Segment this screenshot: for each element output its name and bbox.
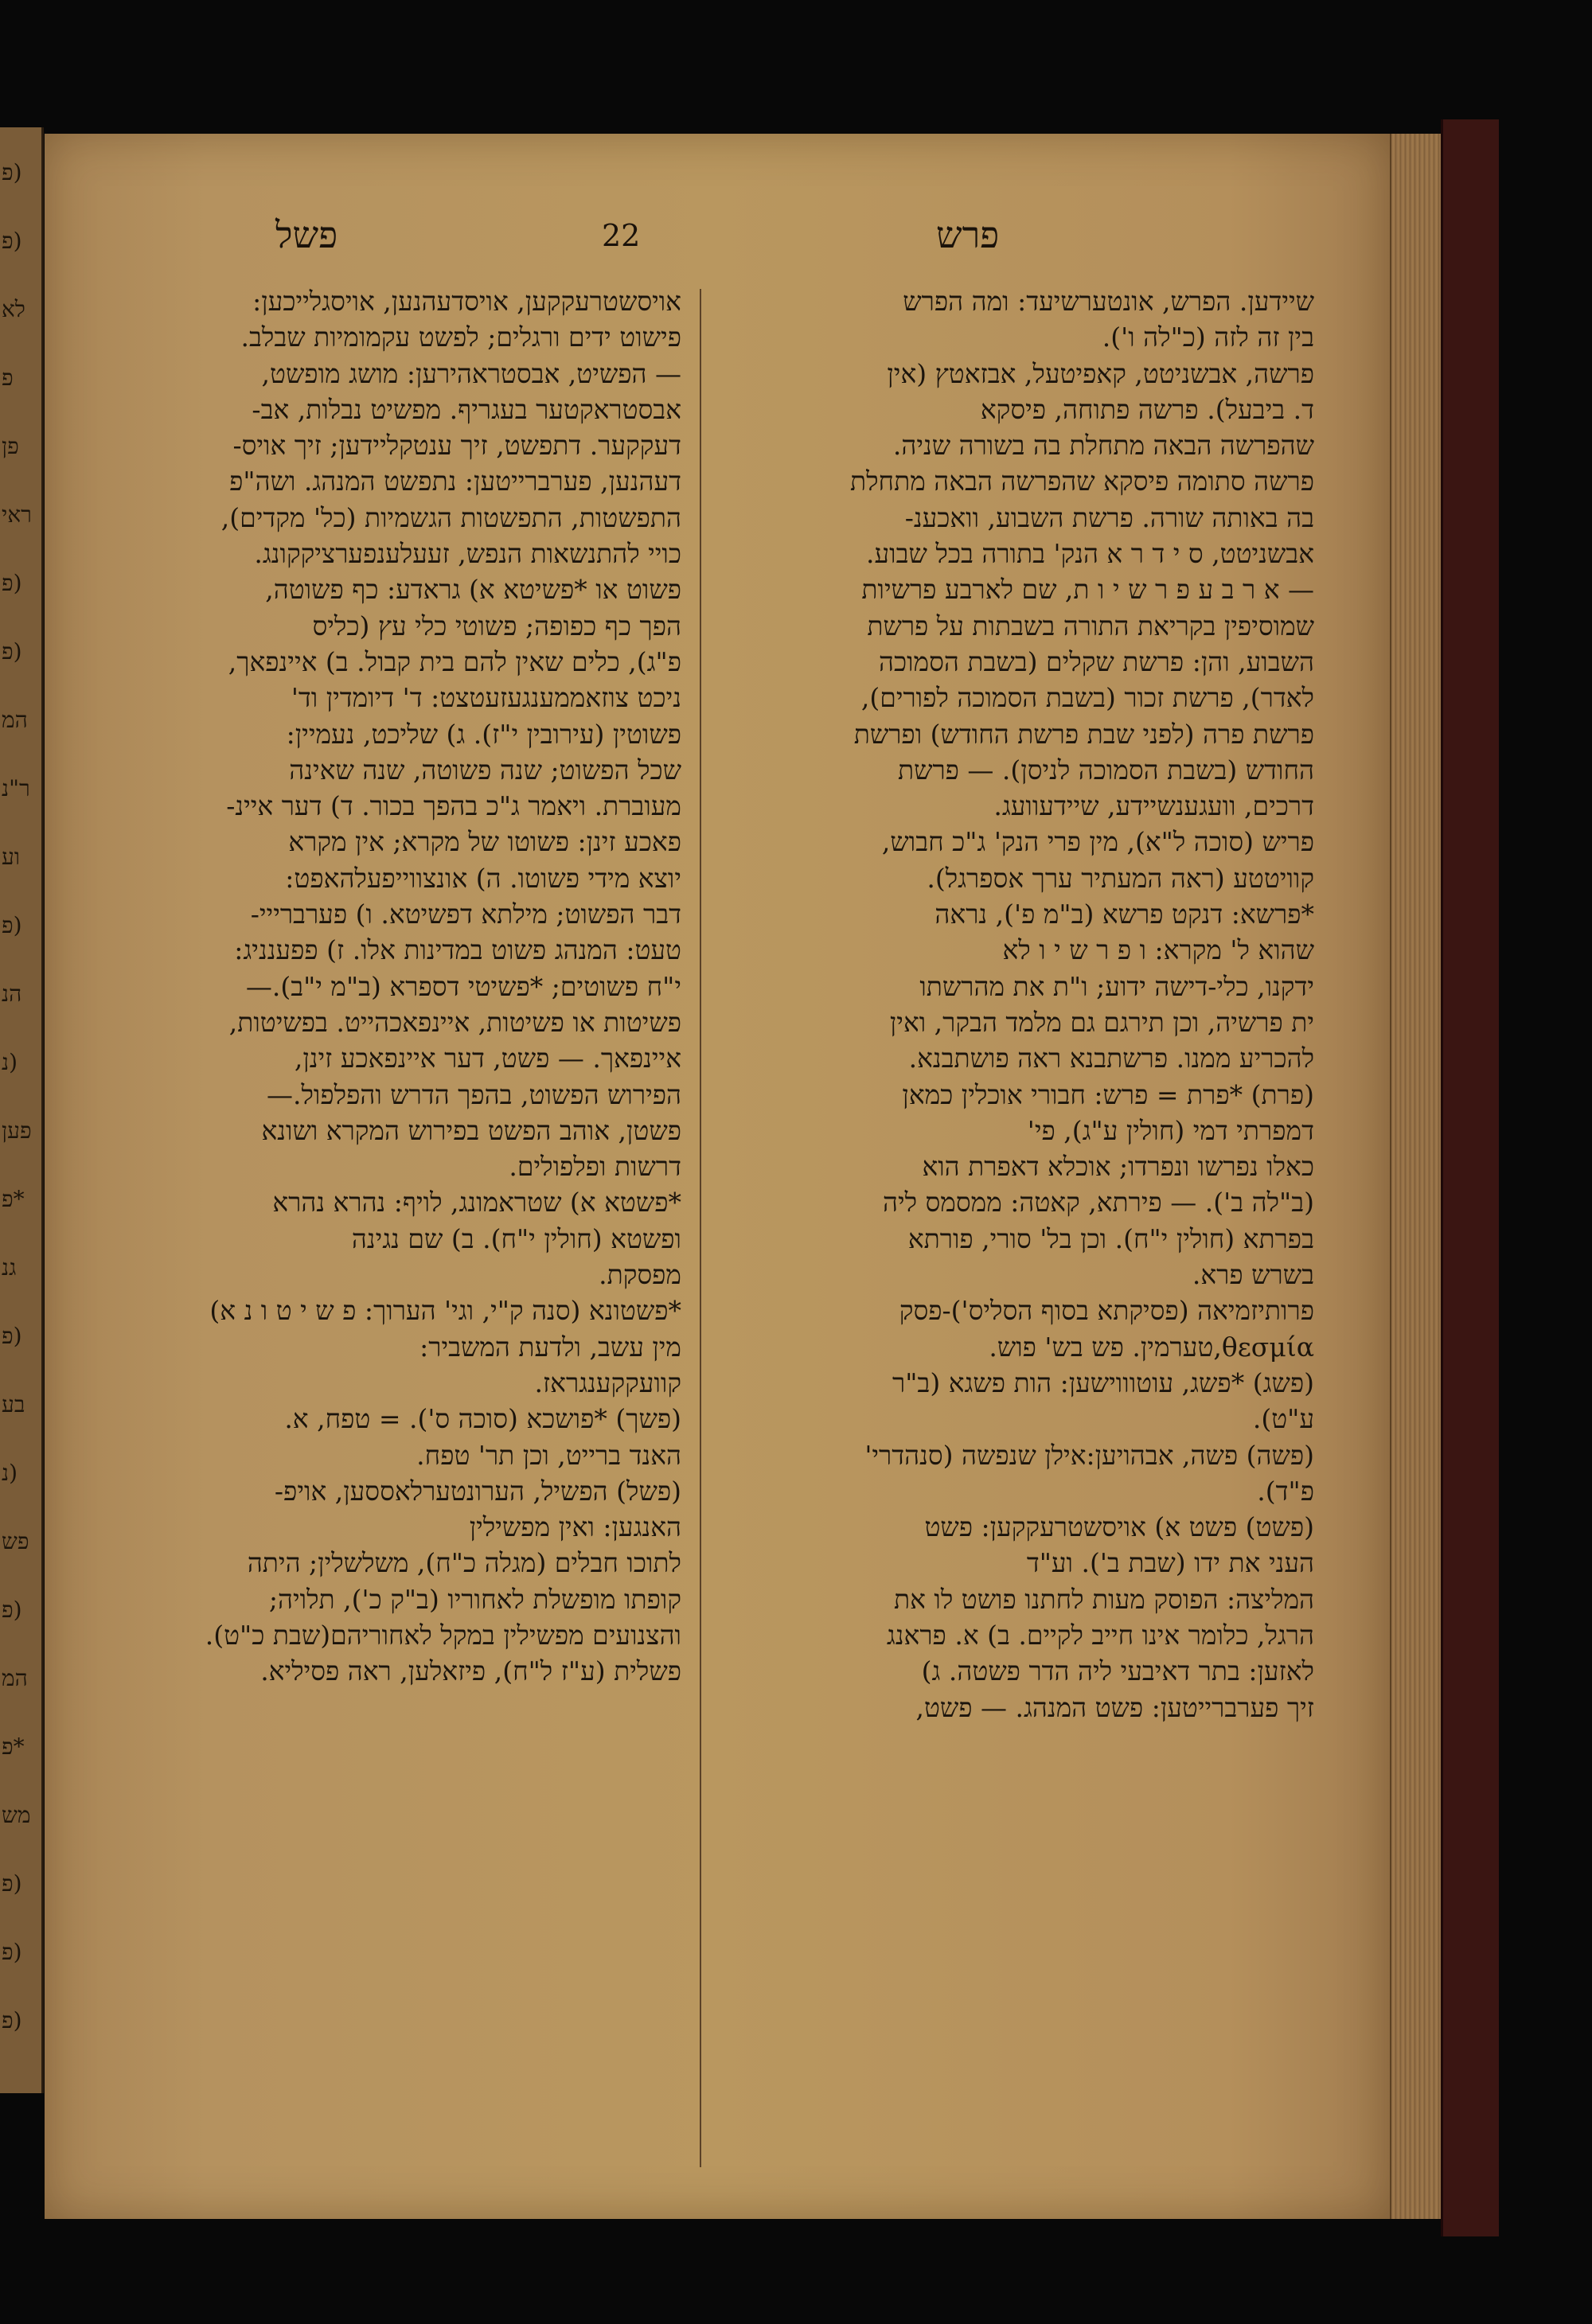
text-line: לאזען: בתר דאיבעי ליה הדר פשטה. ג): [921, 1655, 1314, 1687]
text-line: שמוסיפין בקריאת התורה בשבתות על פרשת: [867, 610, 1314, 641]
text-line: פרשת פרה (לפני שבת פרשת החודש) ופרשת: [853, 718, 1314, 750]
text-line: בין זה לזה (כ"לה ו').: [1102, 322, 1314, 353]
text-line: θεσμία,טערמין. פש בש' פוש.: [989, 1331, 1314, 1363]
text-line: קופתו מופשלת לאחוריו (ב"ק כ'), תלויה;: [268, 1583, 681, 1615]
text-line: פ"ד).: [1257, 1475, 1314, 1507]
strip-fragment: המ: [2, 707, 28, 733]
text-line: שכל הפשוט; שנה פשוטה, שנה שאינה: [289, 754, 681, 786]
text-line: פשוט או *פשיטא א) גראדע: כף פשוטה,: [265, 574, 681, 606]
text-line: (ב"לה ב'). — פירתא, קאטה: ממסמס ליה: [882, 1187, 1314, 1219]
text-line: כויי להתנשאות הנפש, זעעלענפערציקקונג.: [254, 538, 681, 570]
strip-fragment: ראי: [2, 501, 32, 528]
text-line: ופשטא (חולין י"ח). ב) שם נגינה: [351, 1222, 681, 1254]
column-divider: [700, 289, 701, 2167]
text-line: מעוברת. ויאמר ג"כ בהפך בכור. ד) דער איינ-: [226, 790, 681, 822]
text-line: שהפרשה הבאה מתחלת בה בשורה שניה.: [892, 430, 1314, 462]
text-line: מין עשב, ולדעת המשביר:: [419, 1331, 681, 1363]
text-line: בה באותה שורה. פרשת השבוע, וואכענ-: [904, 501, 1314, 533]
text-line: (פרת) *פרת = פרש: חבורי אוכלין כמאן: [902, 1078, 1314, 1110]
text-line: קוויטטע (ראה המעתיר ערך אספרגל).: [927, 862, 1314, 894]
strip-fragment: (פ: [2, 1323, 22, 1349]
text-line: פשלית (ע"ז ל"ח), פיזאלען, ראה פסיליא.: [260, 1655, 681, 1687]
strip-fragment: (פ: [2, 1597, 22, 1623]
text-line: (פשל) הפשיל, הערונטערלאססען, אויפ-: [274, 1475, 681, 1507]
text-line: אבסטראקטער בעגריף. מפשיט נבלות, אב-: [252, 393, 681, 425]
text-line: בשרש פרא.: [1192, 1259, 1314, 1291]
text-line: מפסקת.: [599, 1259, 681, 1291]
text-line: הפירוש הפשוט, בהפך הדרש והפלפול.—: [266, 1078, 681, 1110]
text-line: — הפשיט, אבסטראהירען: מושג מופשט,: [261, 357, 681, 389]
text-line: דעקקער. דתפשט, זיך ענטקליידען; זיך אויס-: [232, 430, 681, 462]
text-line: להכריע ממנו. פרשתבנא ראה פושתבנא.: [908, 1043, 1314, 1074]
text-line: לאדר), פרשת זכור (בשבת הסמוכה לפורים),: [860, 682, 1314, 714]
strip-fragment: פ: [2, 365, 14, 391]
strip-fragment: לא: [2, 296, 25, 322]
page-number: 22: [602, 218, 641, 253]
text-line: כאלו נפרשו ונפרדו; אוכלא דאפרת הוא: [922, 1151, 1314, 1183]
text-line: *פשטא א) שטראמונג, לויף: נהרא נהרא: [272, 1187, 681, 1219]
text-line: ע"ט).: [1252, 1403, 1314, 1435]
strip-fragment: (נ: [2, 1460, 18, 1486]
text-line: התפשטות, התפשטות הגשמיות (כל' מקדים),: [220, 501, 681, 533]
strip-fragment: (פ: [2, 159, 22, 185]
text-line: בפרתא (חולין י"ח). וכן בל' סורי, פורתא: [907, 1222, 1314, 1254]
strip-fragment: (פ: [2, 1939, 22, 1965]
text-line: *פרשא: דנקט פרשא (ב"מ פ'), נראה: [935, 899, 1314, 930]
strip-fragment: הנ: [2, 981, 22, 1007]
adjacent-page-strip: [0, 127, 44, 2093]
text-line: פ"ג), כלים שאין להם בית קבול. ב) איינפאך,: [228, 645, 681, 677]
text-line: פשטן, אוהב הפשט בפירוש המקרא ושונא: [261, 1114, 681, 1146]
text-line: האנגען: ואין מפשילין: [469, 1511, 681, 1543]
text-line: האנד ברייט, וכן תר' טפח.: [416, 1439, 681, 1471]
text-line: איינפאך. — פשט, דער איינפאכע זינן,: [294, 1043, 681, 1074]
text-line: אבשניטט, ס י ד ר א הנק' בתורה בכל שבוע.: [866, 538, 1314, 570]
text-line: אויסשטרעקקען, אויסדעהנען, אויסגלייכען:: [252, 286, 681, 317]
strip-fragment: ר"נ: [2, 775, 30, 801]
text-line: טעט: המנהג פשוט במדינות אלו. ז) פפענניג:: [234, 934, 681, 966]
text-line: העני את ידו (שבת ב'). וע"ד: [1026, 1547, 1314, 1579]
text-line: המליצה: הפוסק מעות לחתנו פושט לו את: [893, 1583, 1314, 1615]
text-line: (פשג) *פשג, עוטוווישען: הות פשגא (ב"ר: [892, 1367, 1314, 1398]
text-line: פרותיזמיאה (פסיקתא בסוף הסליס')-פסק: [899, 1295, 1314, 1327]
strip-fragment: (פ: [2, 2007, 22, 2034]
strip-fragment: פן: [2, 433, 19, 459]
text-line: דעהנען, פערברייטען: נתפשט המנהג. ושה"פ: [229, 466, 681, 497]
text-line: פריש (סוכה ל"א), מין פרי הנק' ג"כ חבוש,: [881, 826, 1314, 858]
strip-fragment: (פ: [2, 1870, 22, 1897]
strip-fragment: גנ: [2, 1254, 17, 1281]
book-cover: [1441, 119, 1499, 2236]
text-line: החודש (בשבת הסמוכה לניסן). — פרשת: [897, 754, 1314, 786]
strip-fragment: בע: [2, 1391, 25, 1417]
text-line: ד. ביבעל). פרשה פתוחה, פיסקא: [980, 393, 1314, 425]
strip-fragment: (פ: [2, 228, 22, 254]
text-line: שיידען. הפרש, אונטערשיעד: ומה הפרש: [903, 286, 1314, 317]
text-line: דבר הפשוט; מילתא דפשיטא. ו) פערברייי-: [250, 899, 681, 930]
text-line: זיך פערברייטען: פשט המנהג. — פשט,: [915, 1691, 1314, 1723]
text-line: הרגל, כלומר אינו חייב לקיים. ב) א. פראנג: [886, 1619, 1314, 1651]
text-line: ית פרשיה, וכן תירגם גם מלמד הבקר, ואין: [889, 1006, 1314, 1038]
text-line: ידקנו, כלי-דישה ידוע; ו"ת את מהרשתו: [919, 970, 1314, 1002]
text-line: *פשטונא (סנה ק"י, וגי' הערוך: פ ש י ט ו נ א): [209, 1295, 681, 1327]
strip-fragment: המ: [2, 1665, 28, 1691]
text-line: ניכט צוזאממענגעזעטצט: ד' דיומדין וד': [291, 682, 681, 714]
text-line: לתוכו חבלים (מגלה כ"ח), משלשלין; היתה: [247, 1547, 681, 1579]
text-line: פשיטות או פשיטות, איינפאכהייט. בפשיטות,: [228, 1006, 681, 1038]
dictionary-page: [45, 134, 1390, 2219]
left-column: [124, 283, 681, 1690]
text-line: והצנועים מפשילין במקל לאחוריהם(שבת כ"ט).: [205, 1619, 681, 1651]
page-edges: [1390, 134, 1442, 2219]
text-line: י"ח פשוטים; *פשיטי דספרא (ב"מ י"ב).—: [245, 970, 681, 1002]
strip-fragment: *פ: [2, 1733, 25, 1760]
strip-fragment: מש: [2, 1802, 31, 1828]
text-line: דרכים, וועגענשיידע, שיידעוועג.: [993, 790, 1314, 822]
text-line: הפך כף כפופה; פשוטי כלי עץ (כליס: [312, 610, 681, 641]
text-line: פשוטין (עירובין י"ז). ג) שליכט, נעמיין:: [286, 718, 681, 750]
text-line: דרשות ופלפולים.: [509, 1151, 681, 1183]
text-line: — א ר ב ע פ ר ש י ו ת, שם לארבע פרשיות: [861, 574, 1314, 606]
text-line: פרשה סתומה פיסקא שהפרשה הבאה מתחלת: [850, 466, 1314, 497]
text-line: (פשך) *פושכא (סוכה ס'). = טפח, א.: [284, 1403, 681, 1435]
strip-fragment: (פ: [2, 570, 22, 596]
strip-fragment: (נ: [2, 1049, 18, 1075]
strip-fragment: פען: [2, 1117, 32, 1144]
text-line: קוועקקענגראז.: [534, 1367, 681, 1398]
text-line: יוצא מידי פשוטו. ה) אונצווייפעלהאפט:: [285, 862, 681, 894]
text-line: (פשט) פשט א) אויסשטרעקקען: פשט: [924, 1511, 1314, 1543]
text-line: פישוט ידים ורגלים; לפשט עקמומיות שבלב.: [240, 322, 681, 353]
text-line: (פשה) פשה, אבהויען:אילן שנפשה (סנהדרי': [864, 1439, 1314, 1471]
strip-fragment: וע: [2, 844, 21, 870]
text-line: פאכע זינן: פשוטו של מקרא; אין מקרא: [288, 826, 681, 858]
strip-fragment: (פ: [2, 912, 22, 938]
text-line: דמפרתי דמי (חולין ע"ג), פי': [1027, 1114, 1314, 1146]
text-line: השבוע, והן: פרשת שקלים (בשבת הסמוכה: [879, 645, 1314, 677]
text-line: שהוא ל' מקרא: ו פ ר ש י ו לא: [1002, 934, 1314, 966]
page-header: [45, 213, 1390, 269]
header-right-word: פרש: [936, 213, 1000, 256]
strip-fragment: פש: [2, 1528, 29, 1554]
header-left-word: פשל: [275, 213, 338, 256]
text-line: פרשה, אבשניטט, קאפיטעל, אבזאטץ (אין: [887, 357, 1314, 389]
strip-fragment: (פ: [2, 638, 22, 665]
strip-fragment: *פ: [2, 1186, 25, 1212]
right-column: [757, 283, 1314, 1725]
